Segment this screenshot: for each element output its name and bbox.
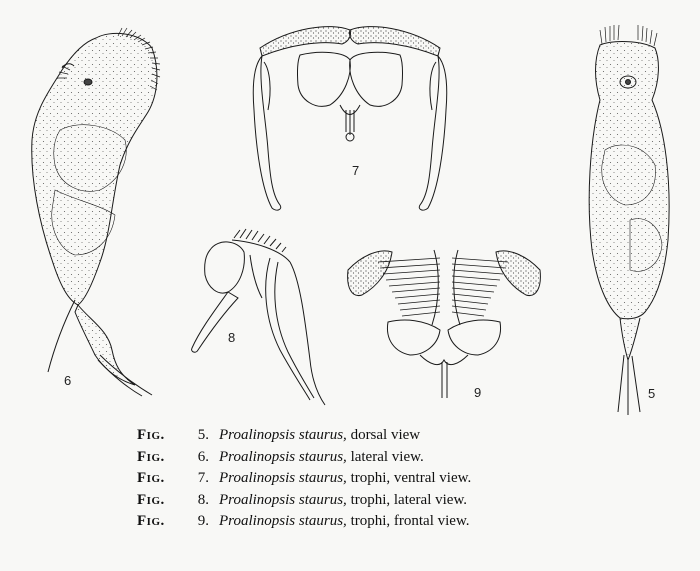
caption-fig8	[137, 490, 657, 512]
fig9-trophi-frontal-drawing	[348, 250, 541, 398]
caption-fig9	[137, 511, 657, 533]
caption-fig5	[137, 425, 657, 447]
fig5-dorsal-rotifer-drawing	[589, 25, 669, 415]
caption-prefix: Fig.	[137, 448, 165, 465]
fig6-lateral-rotifer-drawing	[32, 28, 160, 396]
caption-fig6	[137, 447, 657, 469]
caption-species: Proalinopsis staurus,	[219, 513, 347, 529]
caption-prefix: Fig.	[137, 427, 165, 443]
caption-prefix: Fig.	[137, 491, 165, 508]
caption-species: Proalinopsis staurus,	[219, 491, 347, 508]
caption-number: 7.	[197, 470, 209, 486]
figure-captions	[137, 425, 657, 533]
fig8-label: 8	[228, 330, 236, 345]
fig5-label: 5	[648, 386, 656, 401]
caption-species: Proalinopsis staurus,	[219, 470, 347, 486]
fig7-trophi-ventral-drawing	[253, 27, 446, 211]
fig9-label: 9	[474, 385, 482, 400]
fig8-trophi-lateral-drawing	[192, 229, 325, 405]
caption-fig7	[137, 468, 657, 490]
caption-description: trophi, frontal view.	[350, 513, 470, 529]
caption-number: 5.	[197, 427, 209, 443]
caption-description: trophi, ventral view.	[350, 470, 472, 486]
caption-prefix: Fig.	[137, 513, 165, 529]
caption-number: 6.	[197, 448, 209, 465]
caption-species: Proalinopsis staurus,	[219, 427, 347, 443]
caption-prefix: Fig.	[137, 470, 165, 486]
fig6-label: 6	[64, 373, 72, 388]
caption-description: trophi, lateral view.	[350, 491, 468, 508]
caption-number: 8.	[197, 491, 209, 508]
caption-description: lateral view.	[350, 448, 424, 465]
caption-description: dorsal view	[350, 427, 421, 443]
fig7-label: 7	[352, 163, 360, 178]
caption-number: 9.	[197, 513, 209, 529]
caption-species: Proalinopsis staurus,	[219, 448, 347, 465]
